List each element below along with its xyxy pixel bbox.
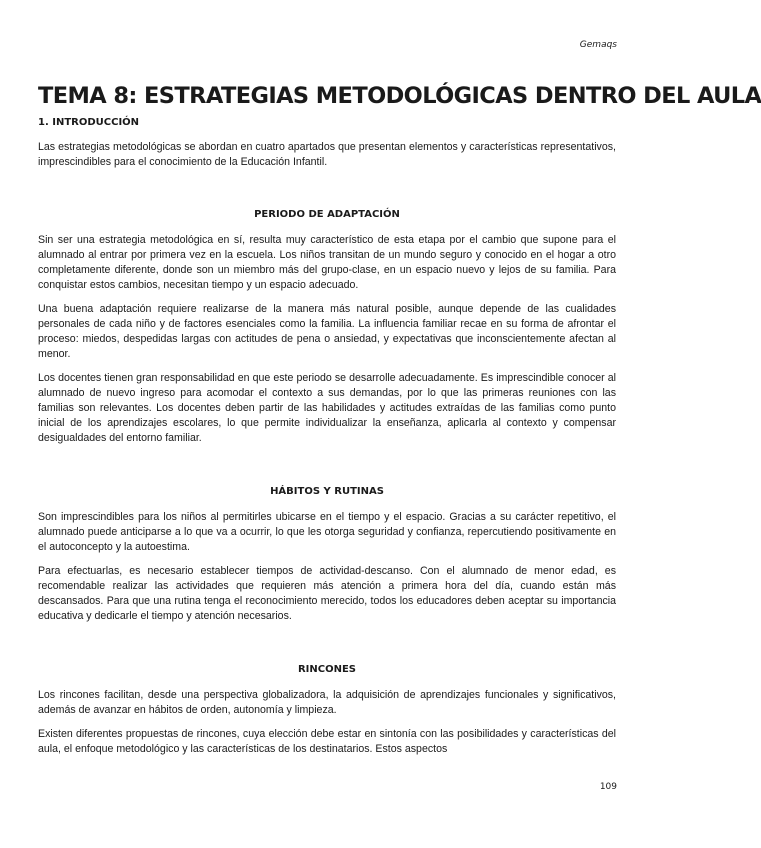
paragraph: Los docentes tienen gran responsabilidad en que este periodo se desarrolle adecuadamente. Es imprescindible conocer al alumnado de nuevo ingreso para acomodar el contexto a sus demandas, por lo que las primeras reuniones con las familias son relevantes. Los docentes deben partir de las habilidades y actitudes extraídas de las familias como punto inicial de los aprendizajes escolares, lo que permite individualizar la enseñanza, aplicarla al contexto y compensar desigualdades del entorno familiar. xyxy=(38,372,616,444)
paragraph: Son imprescindibles para los niños al permitirles ubicarse en el tiempo y el espacio. Gracias a su carácter repetitivo, el alumnado puede anticiparse a lo que va a ocurrir, lo que les otorga seguridad y confianza, repercutiendo positivamente en el autoconcepto y la autoestima. xyxy=(38,511,616,553)
section-heading-habitos-rutinas: HÁBITOS Y RUTINAS xyxy=(270,486,384,497)
page-number: 109 xyxy=(599,782,617,792)
section-heading-rincones: RINCONES xyxy=(297,664,357,675)
section-heading-periodo-adaptacion: PERIODO DE ADAPTACIÓN xyxy=(254,209,400,220)
paragraph: Existen diferentes propuestas de rincones, cuya elección debe estar en sintonía con las posibilidades y características del aula, el enfoque metodológico y las características de los destinatarios. Estos aspectos xyxy=(38,728,616,755)
paragraph: Las estrategias metodológicas se abordan en cuatro apartados que presentan elementos y características representativos, imprescindibles para el conocimiento de la Educación Infantil. xyxy=(38,141,616,168)
section-heading-introduccion: 1. INTRODUCCIÓN xyxy=(38,117,140,128)
document-body xyxy=(38,117,616,766)
paragraph: Los rincones facilitan, desde una perspectiva globalizadora, la adquisición de aprendizajes funcionales y significativos, además de avanzar en hábitos de orden, autonomía y limpieza. xyxy=(38,689,616,716)
paragraph: Una buena adaptación requiere realizarse de la manera más natural posible, aunque depende de las cualidades personales de cada niño y de factores esenciales como la familia. La influencia familiar recae en su forma de afrontar el proceso: miedos, despedidas largas con actitudes de pena o ansiedad, y expectativas que inconscientemente afectan al menor. xyxy=(38,303,616,360)
brand-logo: Gemaqs xyxy=(579,40,617,50)
paragraph: Para efectuarlas, es necesario establecer tiempos de actividad-descanso. Con el alumnado de menor edad, es recomendable realizar las actividades que requieren más atención a primera hora del día, cuando están más descansados. Para que una rutina tenga el reconocimiento merecido, todos los educadores deben aceptar su importancia educativa y dedicarle el tiempo y atención necesarios. xyxy=(38,565,616,622)
paragraph: Sin ser una estrategia metodológica en sí, resulta muy característico de esta etapa por el cambio que supone para el alumnado al entrar por primera vez en la escuela. Los niños transitan de un mundo seguro y conocido en el hogar a otro completamente diferente, donde son un miembro más del grupo-clase, en un espacio nuevo y lejos de su familia. Para conquistar estos cambios, necesitan tiempo y un espacio adecuado. xyxy=(38,234,616,291)
page-title: TEMA 8: ESTRATEGIAS METODOLÓGICAS DENTRO DEL AULA xyxy=(38,83,761,110)
